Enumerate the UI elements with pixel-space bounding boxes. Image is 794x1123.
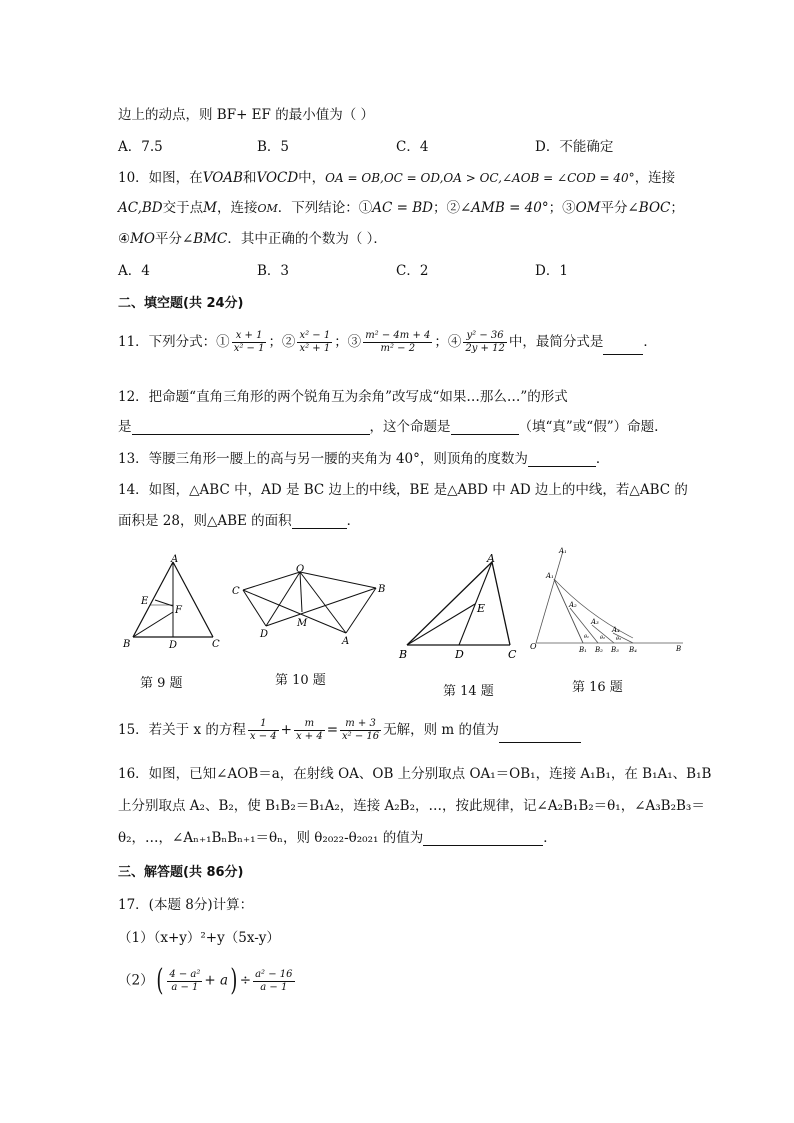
- fig16-label-b1: B₁: [579, 646, 587, 654]
- q11-answer-blank[interactable]: [603, 340, 643, 355]
- caption-figure-14: 第 14 题: [443, 684, 494, 699]
- q9-option-d: D．不能确定: [535, 139, 614, 155]
- q10-option-d: D．1: [535, 263, 568, 279]
- q12-line2: 是 ，这个命题是 （填“真”或“假”）命题.: [118, 419, 659, 435]
- fig10-label-b: B: [378, 584, 386, 595]
- q16-line1: 16．如图，已知∠AOB＝a，在射线 OA、OB 上分别取点 OA₁＝OB₁，连接 A₁B₁，在 B₁A₁、B₁B: [118, 766, 712, 782]
- fig14-label-c: C: [508, 648, 517, 661]
- fig16-label-theta3: θ₃: [616, 636, 622, 642]
- q16-line2: 上分别取点 A₂、B₂，使 B₁B₂＝B₁A₂，连接 A₂B₂，…，按此规律，记∠A₂B₁B₂＝θ₁，∠A₃B₂B₃＝: [118, 798, 705, 814]
- q15-answer-blank[interactable]: [499, 728, 581, 743]
- fig16-label-theta1: θ₁: [584, 634, 590, 640]
- q17-part-1: （1）（x+y）²+y（5x-y）: [118, 930, 280, 946]
- q13: 13．等腰三角形一腰上的高与另一腰的夹角为 40°，则顶角的度数为 ．: [118, 451, 610, 467]
- caption-figure-10: 第 10 题: [275, 673, 326, 688]
- fig16-label-a1-top: A₁: [559, 547, 567, 555]
- q9-option-a: A．7.5: [118, 139, 163, 155]
- fig16-label-b3: B₃: [611, 646, 619, 654]
- figure-16: [528, 545, 688, 655]
- figure-9: [115, 550, 230, 655]
- fig9-label-e: E: [141, 596, 149, 607]
- q10-option-a: A．4: [118, 263, 150, 279]
- fig10-label-d: D: [260, 629, 269, 640]
- q9-option-b: B．5: [257, 139, 290, 155]
- q10-line1: 10．如图，在VOAB和VOCD中，OA = OB,OC = OD,OA > OC,∠AOB = ∠COD = 40°，连接: [118, 170, 676, 186]
- q10-line2: AC,BD交于点M，连接OM．下列结论：①AC = BD；②∠AMB = 40°；③OM平分∠BOC；: [118, 200, 684, 216]
- q16-answer-blank[interactable]: [423, 831, 543, 846]
- fig9-label-b: B: [123, 639, 131, 650]
- q14-line1: 14．如图，△ABC 中，AD 是 BC 边上的中线，BE 是△ABD 中 AD 边上的中线，若△ABC 的: [118, 482, 688, 498]
- caption-figure-9: 第 9 题: [140, 676, 183, 691]
- section-fill-in-heading: 二、填空题(共 24分): [118, 296, 244, 311]
- q14-answer-blank[interactable]: [292, 514, 347, 529]
- q12-answer-blank-1[interactable]: [132, 420, 370, 435]
- fig10-label-a: A: [342, 636, 350, 647]
- q17-fraction-1: $\frac{\text{4 − a²}}{a - 1}$: [169, 968, 201, 993]
- q10-option-b: B．3: [257, 263, 290, 279]
- q15-fraction-3: $\frac{m + 3}{\text{x² − 16}}$: [342, 718, 380, 742]
- fig10-label-m: M: [297, 618, 308, 629]
- q15: 15．若关于 x 的方程 $\frac{1}{x - 4}$ + $\frac{m}{x + 4}$ = $\frac{m + 3}{\text{x² − 16}}$ 无解，则 m 的值为: [118, 718, 581, 743]
- q17-title: 17．(本题 8分)计算：: [118, 897, 254, 913]
- q11-fraction-2: $\frac{\text{x² − 1}}{\text{x² + 1}}$: [299, 330, 331, 354]
- q17-part-2: （2）( $\frac{\text{4 − a²}}{a - 1}$ + a) ÷ $\frac{\text{a² − 16}}{a - 1}$: [118, 963, 293, 998]
- fig9-label-c: C: [212, 639, 220, 650]
- fig14-label-d: D: [455, 648, 464, 661]
- figure-10: [228, 558, 393, 648]
- fig16-label-b2: B₂: [595, 646, 603, 654]
- fig9-label-a: A: [171, 554, 179, 565]
- fig16-label-a4: A₄: [612, 626, 620, 634]
- q10-line3: ④MO平分∠BMC．其中正确的个数为（ ）．: [118, 231, 387, 247]
- q13-answer-blank[interactable]: [528, 452, 596, 467]
- caption-figure-16: 第 16 题: [572, 680, 623, 695]
- q15-fraction-2: $\frac{m}{x + 4}$: [295, 718, 323, 742]
- fig10-label-o: O: [296, 564, 305, 575]
- fig16-label-o: O: [530, 642, 537, 651]
- fig16-label-a2: A₂: [569, 601, 577, 609]
- q12-line1: 12．把命题“直角三角形的两个锐角互为余角”改写成“如果…那么…”的形式: [118, 389, 568, 405]
- q17-fraction-2: $\frac{\text{a² − 16}}{a - 1}$: [255, 968, 293, 993]
- open-paren-icon: (: [155, 963, 163, 998]
- q16-line3: θ₂，…，∠Aₙ₊₁BₙBₙ₊₁＝θₙ，则 θ₂₀₂₂-θ₂₀₂₁ 的值为 ．: [118, 830, 557, 846]
- figure-14: [395, 550, 525, 665]
- section-solutions-heading: 三、解答题(共 86分): [118, 865, 244, 880]
- q12-answer-blank-2[interactable]: [451, 420, 519, 435]
- q11-fraction-3: $\frac{\text{m² − 4m + 4}}{\text{m² − 2}}$: [365, 330, 431, 354]
- q14-line2: 面积是 28，则△ABE 的面积 ．: [118, 513, 361, 529]
- q15-fraction-1: $\frac{1}{x - 4}$: [249, 718, 277, 742]
- q9-tail: 边上的动点，则 BF+ EF 的最小值为（ ）: [118, 107, 374, 123]
- fig14-label-e: E: [477, 602, 486, 615]
- q11: 11．下列分式：① $\frac{x + 1}{\text{x² − 1}}$ ；② $\frac{\text{x² − 1}}{\text{x² + 1}}$ ；③ $\frac{\text{m² − 4m + 4}}{\text{m² − 2}}$ ；④ $\frac{\text{y² − 36}}{2y + 12}$ 中，最简分式是 ．: [118, 330, 657, 354]
- fig9-label-f: F: [175, 605, 182, 616]
- fig14-label-a: A: [487, 552, 495, 565]
- q9-option-c: C．4: [396, 139, 429, 155]
- fig16-label-a3: A₃: [591, 618, 599, 626]
- q10-option-c: C．2: [396, 263, 429, 279]
- fig16-label-b: B: [676, 645, 682, 653]
- q11-fraction-1: $\frac{x + 1}{\text{x² − 1}}$: [233, 330, 265, 354]
- q11-fraction-4: $\frac{\text{y² − 36}}{2y + 12}$: [465, 330, 505, 354]
- fig10-label-c: C: [232, 586, 240, 597]
- fig16-label-b4: B₄: [629, 646, 637, 654]
- fig16-label-a1: A₁: [546, 572, 554, 580]
- fig16-label-theta2: θ₂: [600, 635, 606, 641]
- fig9-label-d: D: [169, 640, 178, 651]
- fig14-label-b: B: [399, 648, 408, 661]
- close-paren-icon: ): [230, 963, 238, 998]
